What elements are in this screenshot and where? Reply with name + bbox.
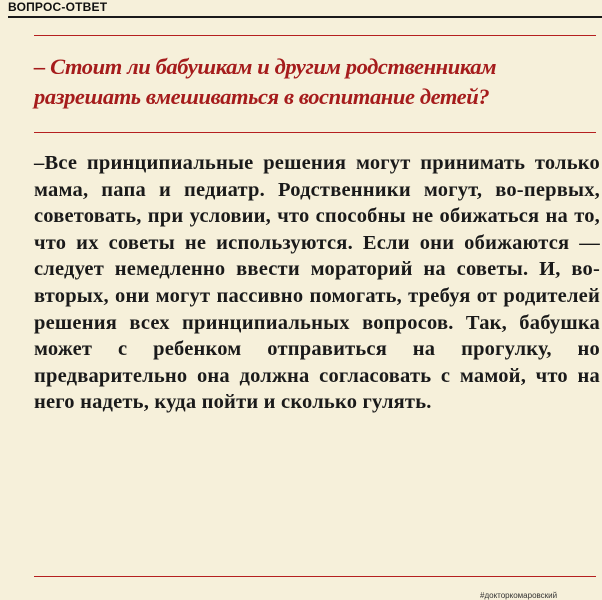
hashtag-label: #докторкомаровский: [480, 591, 558, 600]
divider-bottom: [34, 576, 596, 577]
divider-middle: [34, 132, 596, 133]
question-heading: – Стоит ли бабушкам и другим родственникам разрешать вмешиваться в воспитание детей?: [34, 54, 497, 109]
top-divider: [8, 16, 602, 18]
section-label: ВОПРОС-ОТВЕТ: [8, 0, 108, 14]
divider-upper: [34, 35, 596, 36]
answer-body: –Все принципиальные решения могут принимать только мама, папа и педиатр. Родственники могут, во-первых, советовать, при условии, что способны не обижаться на то, что их советы не используются. Если они обижаются — следует немедленно ввести мораторий на советы. И, во-вторых, они могут пассивно помогать, требуя от родителей решения всех принципиальных вопросов. Так, бабушка может с ребенком отправиться на прогулку, но предварительно она должна согласовать с мамой, что на него надеть, куда пойти и сколько гулять.: [34, 152, 600, 414]
